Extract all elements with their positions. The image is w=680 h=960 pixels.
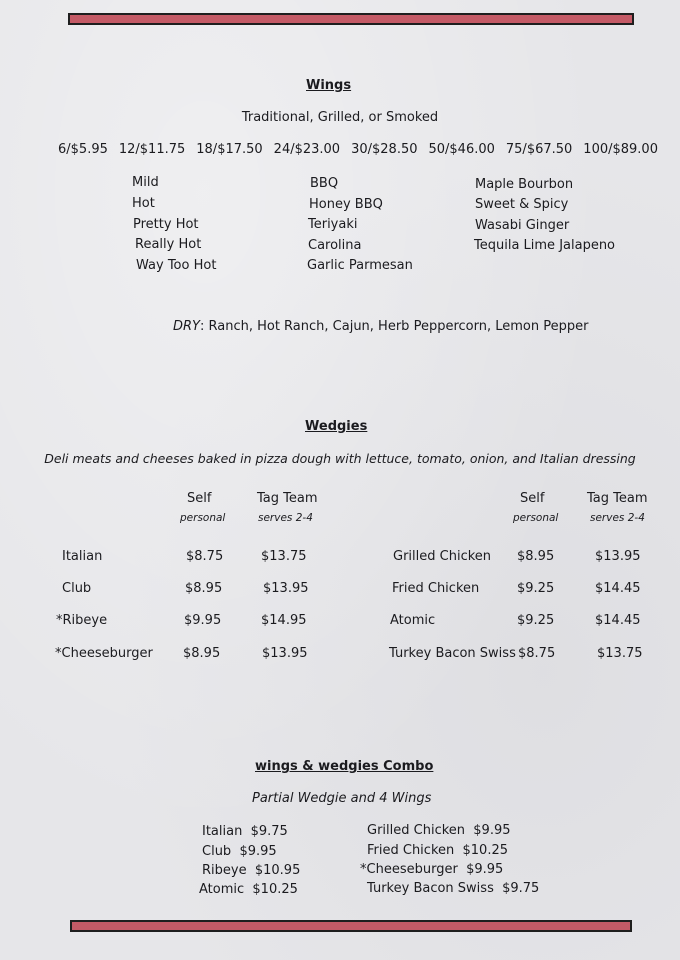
dry-list: : Ranch, Hot Ranch, Cajun, Herb Peppercorn, Lemon Pepper — [199, 319, 589, 334]
flavor-item: Sweet & Spicy — [475, 197, 569, 212]
combo-item-price: $10.95 — [254, 863, 301, 878]
wedgie-self-price: $8.75 — [518, 646, 556, 661]
wedgie-name: Fried Chicken — [392, 581, 480, 596]
self-header: Self — [520, 491, 545, 506]
wings-price: 75/$67.50 — [505, 142, 573, 157]
wedgie-team-price: $13.95 — [263, 581, 309, 596]
flavor-item: Carolina — [308, 238, 362, 253]
flavor-item: Honey BBQ — [309, 197, 383, 212]
flavor-item: Maple Bourbon — [475, 177, 574, 192]
flavor-item: Wasabi Ginger — [475, 218, 570, 233]
flavor-item: Mild — [132, 175, 159, 190]
tag-team-subheader: serves 2-4 — [258, 512, 313, 524]
flavor-item: Teriyaki — [308, 217, 358, 232]
wings-subtitle: Traditional, Grilled, or Smoked — [241, 110, 439, 125]
wedgie-team-price: $13.75 — [261, 549, 307, 564]
wedgie-self-price: $8.75 — [186, 549, 224, 564]
combo-subtitle: Partial Wedgie and 4 Wings — [252, 791, 432, 806]
combo-item-price: $9.95 — [473, 823, 511, 838]
wedgie-self-price: $9.25 — [517, 613, 555, 628]
combo-item — [367, 843, 508, 858]
flavor-item: Hot — [132, 196, 155, 211]
combo-item-name: Italian — [202, 824, 243, 839]
wings-price-list — [58, 142, 658, 157]
wedgie-self-price: $9.95 — [184, 613, 222, 628]
wedgie-team-price: $14.45 — [595, 581, 641, 596]
combo-item-name: *Cheeseburger — [360, 862, 458, 877]
top-decorative-bar — [68, 13, 634, 25]
dry-label: DRY — [173, 319, 200, 334]
bottom-decorative-bar — [70, 920, 632, 932]
combo-item-name: Atomic — [199, 882, 245, 897]
combo-item — [202, 863, 300, 878]
combo-item-price: $10.25 — [252, 882, 298, 897]
wedgie-name: Club — [62, 581, 92, 596]
wings-price: 100/$89.00 — [583, 142, 658, 157]
wedgie-name: *Ribeye — [56, 613, 108, 628]
flavor-item: Pretty Hot — [133, 217, 199, 232]
wedgie-self-price: $9.25 — [517, 581, 555, 596]
combo-item — [367, 881, 539, 896]
wings-title: Wings — [306, 78, 352, 93]
combo-item-name: Fried Chicken — [367, 843, 455, 858]
wedgie-team-price: $14.45 — [595, 613, 641, 628]
tag-team-subheader: serves 2-4 — [590, 512, 645, 524]
wings-price: 50/$46.00 — [428, 142, 495, 157]
combo-item-name: Grilled Chicken — [367, 823, 466, 838]
wedgie-team-price: $13.95 — [262, 646, 308, 661]
self-subheader: personal — [513, 512, 559, 524]
wedgies-description: Deli meats and cheeses baked in pizza dough with lettuce, tomato, onion, and Italian dressing — [44, 451, 636, 466]
wings-price: 6/$5.95 — [58, 142, 108, 157]
wings-price: 24/$23.00 — [273, 142, 341, 157]
combo-item — [202, 844, 277, 859]
flavor-item: Really Hot — [135, 237, 202, 252]
combo-item-name: Turkey Bacon Swiss — [367, 881, 494, 896]
combo-item-name: Ribeye — [202, 863, 247, 878]
wedgies-title: Wedgies — [305, 419, 368, 434]
self-subheader: personal — [180, 512, 226, 524]
wedgie-name: Turkey Bacon Swiss — [389, 646, 516, 661]
wedgie-name: Italian — [62, 549, 103, 564]
wedgie-team-price: $13.75 — [597, 646, 643, 661]
flavor-item: BBQ — [310, 176, 339, 191]
combo-item-name: Club — [202, 844, 232, 859]
wedgie-self-price: $8.95 — [185, 581, 223, 596]
combo-item — [202, 824, 288, 839]
flavor-item: Way Too Hot — [136, 258, 217, 273]
combo-item — [367, 823, 511, 838]
wedgie-self-price: $8.95 — [183, 646, 221, 661]
wedgie-team-price: $14.95 — [261, 613, 307, 628]
combo-item-price: $9.75 — [250, 824, 288, 839]
wedgie-self-price: $8.95 — [517, 549, 555, 564]
wedgie-team-price: $13.95 — [595, 549, 641, 564]
tag-team-header: Tag Team — [257, 491, 318, 506]
self-header: Self — [187, 491, 212, 506]
combo-item-price: $10.25 — [462, 843, 509, 858]
combo-item — [360, 862, 503, 877]
flavor-item: Garlic Parmesan — [307, 258, 413, 273]
wings-price: 18/$17.50 — [196, 142, 263, 157]
combo-item-price: $9.95 — [466, 862, 504, 877]
wedgie-name: Grilled Chicken — [393, 549, 492, 564]
tag-team-header: Tag Team — [587, 491, 648, 506]
combo-item — [199, 882, 298, 897]
wings-price: 30/$28.50 — [351, 142, 418, 157]
combo-item-price: $9.75 — [502, 881, 540, 896]
flavor-item: Tequila Lime Jalapeno — [474, 238, 616, 253]
combo-item-price: $9.95 — [239, 844, 277, 859]
wedgie-name: *Cheeseburger — [55, 646, 153, 661]
wings-price: 12/$11.75 — [118, 142, 186, 157]
wedgie-name: Atomic — [390, 613, 436, 628]
dry-rub-line — [173, 319, 588, 334]
combo-title: wings & wedgies Combo — [255, 759, 434, 774]
